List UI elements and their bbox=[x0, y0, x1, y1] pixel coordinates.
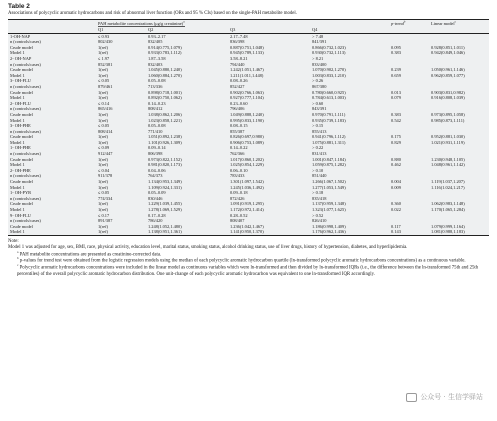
table-cell: 835/418 bbox=[312, 195, 327, 201]
table-cell: 852/427 bbox=[230, 83, 245, 89]
table-container bbox=[8, 19, 489, 236]
table-cell: 826/410 bbox=[312, 218, 327, 224]
table-cell: 0.095 bbox=[391, 44, 401, 50]
table-cell: 1.245(1.036,1.492) bbox=[230, 184, 264, 190]
note-a: $^a$ PAH metabolite concentrations are presented as creatinine-corrected data. bbox=[17, 249, 162, 258]
wechat-icon bbox=[406, 393, 417, 402]
table-cell: 1.277(1.053,1.549) bbox=[312, 184, 346, 190]
row-label: Crude model bbox=[10, 89, 33, 95]
table-cell: 1(ref) bbox=[98, 162, 108, 168]
table-cell: 0.995(0.833,1.190) bbox=[230, 117, 264, 123]
row-label: n (controls/cases) bbox=[10, 39, 41, 45]
table-cell: 0.898(0.718,1.001) bbox=[148, 89, 182, 95]
table-cell: 0.079 bbox=[391, 95, 401, 101]
table-cell: 764/373 bbox=[148, 173, 163, 179]
row-label: n (controls/cases) bbox=[10, 106, 41, 112]
row-label: 1- OH-PHE bbox=[10, 145, 31, 151]
row-label: 2- OH-PHE bbox=[10, 167, 31, 173]
table-cell: 1(ref) bbox=[98, 139, 108, 145]
table-cell: 0.829 bbox=[391, 139, 401, 145]
table-cell: 1.017(0.860,1.202) bbox=[230, 156, 264, 162]
table-cell: 1.025(0.854,1.229) bbox=[230, 162, 264, 168]
table-cell: > 0.15 bbox=[312, 123, 324, 129]
linear-header: Linear model$^c$ bbox=[429, 20, 489, 28]
table-cell: 1.050(0.961,1.146) bbox=[431, 67, 465, 73]
row-label: 2- OH-FLU bbox=[10, 100, 31, 106]
row-label: Model 1 bbox=[10, 95, 25, 101]
watermark-text: 公众号 · 生信学驿站 bbox=[420, 393, 483, 401]
table-cell: 0.985(0.873,1.111) bbox=[431, 117, 465, 123]
table-cell: 796/406 bbox=[230, 106, 245, 112]
table-cell: 0.866(0.732,1.023) bbox=[312, 44, 346, 50]
table-cell: 1(ref) bbox=[98, 207, 108, 212]
row-label: Crude model bbox=[10, 67, 33, 73]
table-cell: 0.542 bbox=[391, 117, 401, 123]
row-label: Crude model bbox=[10, 156, 33, 162]
table-cell: 855/413 bbox=[312, 128, 327, 134]
table-cell: 0.08–0.15 bbox=[230, 123, 248, 129]
table-cell: 0.973(0.895,1.058) bbox=[431, 111, 465, 117]
table-cell: 1(ref) bbox=[98, 184, 108, 190]
table-title: Table 2 bbox=[8, 3, 30, 10]
table-cell: > 0.60 bbox=[312, 100, 324, 106]
table-cell: > 0.22 bbox=[312, 145, 324, 151]
row-label: n (controls/cases) bbox=[10, 61, 41, 67]
table-body bbox=[8, 33, 489, 235]
table-cell: 1.242(1.051,1.467) bbox=[230, 67, 264, 73]
row-label: Model 1 bbox=[10, 207, 25, 212]
table-cell: 0.143 bbox=[389, 229, 429, 235]
table-cell: 0.09–0.14 bbox=[148, 145, 166, 151]
row-label: n (controls/cases) bbox=[10, 151, 41, 157]
table-cell: 1.001(0.847,1.184) bbox=[312, 156, 346, 162]
table-cell: ≤ 0.05 bbox=[98, 190, 110, 196]
table-cell: 1(ref) bbox=[98, 156, 108, 162]
row-label: n (controls/cases) bbox=[10, 195, 41, 201]
table-cell: 1.137(0.959,1.348) bbox=[312, 201, 346, 207]
table-cell: 0.28–0.52 bbox=[230, 212, 248, 218]
table-cell: 911/378 bbox=[98, 173, 113, 179]
row-label: n (controls/cases) bbox=[10, 173, 41, 179]
table-cell: 1.170(1.065,1.284) bbox=[431, 207, 465, 212]
row-label: Model 1 bbox=[10, 139, 25, 145]
table-cell: 832/405 bbox=[148, 39, 163, 45]
table-cell: > 8.21 bbox=[312, 55, 324, 61]
table-cell: 1.134(0.953,1.349) bbox=[148, 179, 182, 185]
table-cell: 794/440 bbox=[230, 61, 245, 67]
table-cell: 0.06–0.10 bbox=[230, 167, 248, 173]
table-cell: 0.927(0.777,1.104) bbox=[230, 95, 264, 101]
table-cell: 1.87–3.58 bbox=[148, 55, 166, 61]
table-cell: 0.117 bbox=[391, 223, 401, 229]
table-cell: 783/433 bbox=[230, 173, 245, 179]
table-cell: 0.906(0.753,1.089) bbox=[230, 139, 264, 145]
table-cell: 0.916(0.808,1.039) bbox=[431, 95, 465, 101]
table-cell: 912/447 bbox=[98, 151, 113, 157]
table-cell: 0.826(0.697,0.980) bbox=[230, 134, 264, 140]
table-cell: 0.902(0.766,1.063) bbox=[230, 89, 264, 95]
row-label: Model 1 bbox=[10, 72, 25, 78]
row-label: n (controls/cases) bbox=[10, 218, 41, 224]
quartile-header: Q1 bbox=[96, 27, 146, 33]
table-cell: 2.17–7.48 bbox=[230, 33, 248, 39]
table-cell: 0.360 bbox=[391, 201, 401, 207]
row-label: n (controls/cases) bbox=[10, 83, 41, 89]
table-cell: 841/391 bbox=[312, 39, 327, 45]
table-cell: 774/334 bbox=[98, 195, 113, 201]
table-cell: 1.038(0.862,1.206) bbox=[148, 111, 182, 117]
table-cell: 1.070(0.902,1.270) bbox=[312, 67, 346, 73]
table-cell: 1.248(1.052,1.480) bbox=[148, 223, 182, 229]
row-label: Crude model bbox=[10, 134, 33, 140]
table-cell: 1.060(0.884,1.270) bbox=[148, 72, 182, 78]
table-cell: 0.175 bbox=[391, 134, 401, 140]
table-cell: 0.780(0.660,0.925) bbox=[312, 89, 346, 95]
table-cell: 1.023(0.858,1.221) bbox=[148, 117, 182, 123]
table-cell: 1.141(0.950,1.370) bbox=[228, 229, 310, 235]
table-cell: 1(ref) bbox=[98, 67, 108, 73]
table-cell: 872/426 bbox=[230, 195, 245, 201]
table-cell: 0.892(0.750,1.062) bbox=[148, 95, 182, 101]
table-cell: 1.045(0.880,1.240) bbox=[148, 67, 182, 73]
table-cell: 1.138(0.951,1.361) bbox=[146, 229, 228, 235]
table-cell: 1(ref) bbox=[98, 201, 108, 207]
table-cell: 843/391 bbox=[312, 106, 327, 112]
row-label: 2- OH-NAP bbox=[10, 55, 32, 61]
table-cell: 0.93–2.17 bbox=[148, 33, 166, 39]
table-cell: ≤ 1.97 bbox=[98, 55, 110, 61]
table-row bbox=[8, 229, 489, 235]
table-cell: 865/416 bbox=[98, 106, 113, 112]
table-cell: 1.101(0.926,1.309) bbox=[148, 139, 182, 145]
table-cell: 833/400 bbox=[312, 61, 327, 67]
table-cell: 836/398 bbox=[230, 39, 245, 45]
table-cell: 0.239 bbox=[391, 67, 401, 73]
row-label: Model 1 bbox=[10, 162, 25, 168]
table-cell: 1(ref) bbox=[98, 111, 108, 117]
table-cell: 0.935(0.739,1.183) bbox=[312, 117, 346, 123]
table-cell: 1.075(0.881,1.311) bbox=[312, 139, 346, 145]
table-cell: 0.914(0.775,1.079) bbox=[148, 44, 182, 50]
table-cell: 0.462 bbox=[391, 162, 401, 168]
ptrend-header: p-trend$^b$ bbox=[389, 20, 429, 28]
table-cell: 808/414 bbox=[98, 128, 113, 134]
table-cell: 0.05–0.08 bbox=[148, 123, 166, 129]
table-cell: 1.236(1.042,1.467) bbox=[230, 223, 264, 229]
row-label: 9- OH-FLU bbox=[10, 212, 31, 218]
quartile-header: Q4 bbox=[310, 27, 389, 33]
note-b: $^b$ p-values for trend test were obtained from the logistic regression models using the median of each polycyclic aromatic hydrocarbon quartile (ln-transformed polycyclic aromatic hydrocarbons concentrations) as a continuous variable. bbox=[17, 256, 466, 265]
table-cell: 0.941(0.796,1.112) bbox=[312, 134, 346, 140]
table-cell: ≤ 0.09 bbox=[98, 145, 110, 151]
table-cell: 1.081(0.988,1.183) bbox=[429, 229, 489, 235]
table-cell: 0.05–0.09 bbox=[148, 190, 166, 196]
table-cell: 0.933(0.783,1.112) bbox=[148, 50, 182, 56]
table-cell: 762/366 bbox=[230, 151, 245, 157]
table-cell: 1.049(0.888,1.240) bbox=[230, 111, 264, 117]
table-cell: ≤ 0.04 bbox=[98, 167, 110, 173]
table-cell: 3.58–8.21 bbox=[230, 55, 248, 61]
notes-heading: Note: bbox=[8, 238, 19, 244]
quartile-header: Q2 bbox=[146, 27, 228, 33]
table-cell: 786/420 bbox=[148, 218, 163, 224]
row-label: Model 1 bbox=[10, 184, 25, 190]
table-cell: 851/440 bbox=[312, 173, 327, 179]
table-cell: 1.229(1.039,1.455) bbox=[148, 201, 182, 207]
header-row-group bbox=[8, 20, 489, 28]
table-cell: 0.903(0.831,0.982) bbox=[431, 89, 465, 95]
table-cell: > 7.48 bbox=[312, 33, 324, 39]
table-cell: 0.14–0.23 bbox=[148, 100, 166, 106]
note-c: $^c$ Polycyclic aromatic hydrocarbons concentrations were included in the linear model as continuous variables which were ln-transformed and then divided by ln-transformed IQRs (i.e., the difference between the ln-transformed 75th and 25th percentiles) of the overall polycyclic aromatic hydrocarbon distribution. One unit-change of each polycyclic aromatic hydrocarbon was equivalent to one ln-transformed IQR accordingly. bbox=[17, 263, 479, 278]
table-cell: 0.973(0.822,1.152) bbox=[148, 156, 182, 162]
table-cell: 802/430 bbox=[98, 39, 113, 45]
table-cell: 1.116(1.024,1.217) bbox=[431, 184, 465, 190]
table-cell: 1(ref) bbox=[98, 179, 108, 185]
table-cell: 1.230(0.948,1.105) bbox=[431, 156, 465, 162]
table-cell: 1.079(0.999,1.164) bbox=[431, 223, 465, 229]
results-table bbox=[8, 19, 489, 236]
table-cell: 1(ref) bbox=[98, 44, 108, 50]
table-cell: 0.383 bbox=[391, 111, 401, 117]
table-cell: 1.109(0.924,1.331) bbox=[148, 184, 182, 190]
table-cell: 0.383 bbox=[391, 50, 401, 56]
table-cell: 0.981(0.820,1.173) bbox=[148, 162, 182, 168]
table-cell: 1.211(1.011,1.448) bbox=[230, 72, 264, 78]
table-cell: ≤ 0.93 bbox=[98, 33, 110, 39]
table-cell: 806/398 bbox=[148, 151, 163, 157]
table-cell: 0.23–0.60 bbox=[230, 100, 248, 106]
row-label: Model 1 bbox=[10, 50, 25, 56]
table-cell: 855/387 bbox=[230, 128, 245, 134]
table-cell: 0.880 bbox=[391, 156, 401, 162]
table-cell: 1.119(1.037,1.207) bbox=[431, 179, 465, 185]
table-cell: > 0.10 bbox=[312, 167, 324, 173]
table-cell: 1(ref) bbox=[98, 117, 108, 123]
table-cell: > 0.18 bbox=[312, 190, 324, 196]
table-cell: ≤ 0.17 bbox=[98, 212, 110, 218]
table-cell: 1.051(0.892,1.238) bbox=[148, 134, 182, 140]
row-label: Crude model bbox=[10, 44, 33, 50]
table-cell: 0.942(0.849,1.046) bbox=[431, 50, 465, 56]
table-cell: 0.022 bbox=[391, 207, 401, 212]
table-cell: 1.176(0.962,1.436) bbox=[310, 229, 389, 235]
table-cell: 0.930(0.732,1.113) bbox=[312, 50, 346, 56]
table-cell: 1.091(0.919,1.295) bbox=[230, 201, 264, 207]
table-cell: 1(ref) bbox=[96, 229, 146, 235]
table-cell: 1.021(0.931,1.119) bbox=[431, 139, 465, 145]
row-label: 3- OH-PHE bbox=[10, 123, 31, 129]
table-cell: 0.013 bbox=[391, 89, 401, 95]
note-model: Model 1 was adjusted for age, sex, BMI, race, physical activity, education level, marital status, smoking status, alcohol drinking status, use of liver drugs, history of hypertension, diabetes, and hyperlipidemia. bbox=[8, 245, 408, 251]
table-cell: 1.062(0.983,1.148) bbox=[431, 201, 465, 207]
table-cell: 0.09–0.18 bbox=[230, 190, 248, 196]
table-cell: 0.945(0.789,1.133) bbox=[230, 50, 264, 56]
table-cell: 0.887(0.751,1.048) bbox=[230, 44, 264, 50]
table-cell: 1.059(0.875,1.282) bbox=[312, 162, 346, 168]
table-cell: 1(ref) bbox=[98, 89, 108, 95]
quartile-header: Q3 bbox=[228, 27, 310, 33]
table-cell: 0.928(0.851,1.011) bbox=[431, 44, 465, 50]
watermark bbox=[406, 392, 483, 402]
table-cell: 1.172(0.972,1.414) bbox=[230, 207, 264, 212]
table-cell: 879/461 bbox=[98, 83, 113, 89]
table-cell: 0.009 bbox=[391, 184, 401, 190]
row-label: Model 1 bbox=[8, 229, 96, 235]
table-cell: 1.266(1.067,1.502) bbox=[312, 179, 346, 185]
group-header: PAH metabolite concentrations (μg/g creatinine)$^a$ bbox=[96, 20, 389, 28]
table-cell: ≤ 0.05 bbox=[98, 78, 110, 84]
table-cell: > 0.26 bbox=[312, 78, 324, 84]
row-label: n (controls/cases) bbox=[10, 128, 41, 134]
table-cell: 867/380 bbox=[312, 83, 327, 89]
table-cell: 1.048(0.961,1.142) bbox=[431, 162, 465, 168]
row-label: Crude model bbox=[10, 111, 33, 117]
table-cell: 831/413 bbox=[312, 151, 327, 157]
table-cell: 0.952(0.881,1.030) bbox=[431, 134, 465, 140]
row-label: Crude model bbox=[10, 179, 33, 185]
table-cell: 1(ref) bbox=[98, 72, 108, 78]
table-cell: 1(ref) bbox=[98, 223, 108, 229]
table-cell: 1(ref) bbox=[98, 134, 108, 140]
row-label: Model 1 bbox=[10, 117, 25, 123]
table-cell: 808/407 bbox=[230, 218, 245, 224]
table-cell: ≤ 0.14 bbox=[98, 100, 110, 106]
table-cell: 808/412 bbox=[148, 106, 163, 112]
table-cell: 0.17–0.28 bbox=[148, 212, 166, 218]
table-cell: 0.05–0.08 bbox=[148, 78, 166, 84]
table-cell: 1.186(0.998,1.409) bbox=[312, 223, 346, 229]
table-cell: 1.003(0.833,1.210) bbox=[312, 72, 346, 78]
table-cell: 0.784(0.613,1.003) bbox=[312, 95, 346, 101]
table-cell: 852/381 bbox=[98, 61, 113, 67]
table-notes bbox=[8, 239, 489, 279]
table-cell: 832/403 bbox=[148, 61, 163, 67]
table-cell: 713/336 bbox=[148, 83, 163, 89]
table-cell: 0.004 bbox=[391, 179, 401, 185]
row-label: 1- OH-PYR bbox=[10, 190, 32, 196]
table-cell: 891/387 bbox=[98, 218, 113, 224]
row-label: Crude model bbox=[10, 223, 33, 229]
table-caption: Associations of polycyclic aromatic hydrocarbons and risk of abnormal liver function (ORs and 95 % CIs) based on the single-PAH metabolite model. bbox=[8, 11, 297, 16]
table-cell: 1.323(1.077,1.625) bbox=[312, 207, 346, 212]
row-label: Crude model bbox=[10, 201, 33, 207]
table-cell: 0.962(0.859,1.077) bbox=[431, 72, 465, 78]
table-cell: 1.278(1.069,1.529) bbox=[148, 207, 182, 212]
table-cell: ≤ 0.05 bbox=[98, 123, 110, 129]
row-label: 1-OH-NAP bbox=[10, 33, 31, 39]
table-cell: 771/410 bbox=[148, 128, 163, 134]
table-cell: 1(ref) bbox=[98, 50, 108, 56]
table-cell: 0.970(0.791,1.111) bbox=[312, 111, 346, 117]
table-cell: > 0.52 bbox=[312, 212, 324, 218]
table-cell: 0.14–0.22 bbox=[230, 145, 248, 151]
table-cell: 0.08–0.26 bbox=[230, 78, 248, 84]
table-cell: 1(ref) bbox=[98, 95, 108, 101]
table-cell: 0.04–0.06 bbox=[148, 167, 166, 173]
table-cell: 0.659 bbox=[391, 72, 401, 78]
row-label: 3- OH-FLU bbox=[10, 78, 31, 84]
table-cell: 1.301(1.097,1.542) bbox=[230, 179, 264, 185]
table-cell: 830/446 bbox=[148, 195, 163, 201]
